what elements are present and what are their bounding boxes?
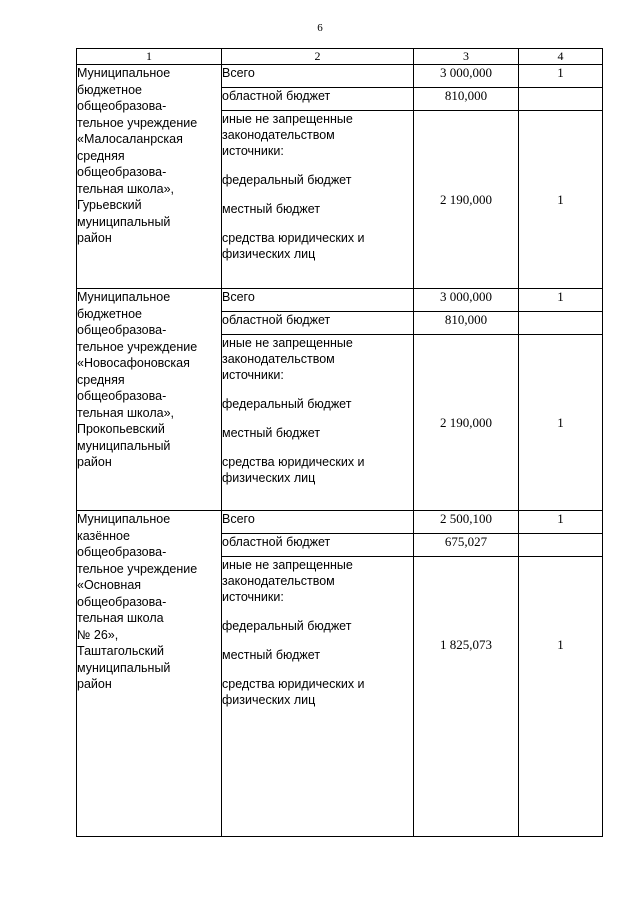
regional-label: областной бюджет [222,88,414,111]
header-row [77,49,603,65]
federal-budget-label: федеральный бюджет [222,619,352,633]
header-col-3: 3 [414,49,519,65]
local-budget-label: местный бюджет [222,648,321,662]
total-count: 1 [519,65,603,88]
legal-entities-label: средства юридических и физических лиц [222,455,365,485]
other-sources-cell: иные не запрещенные законодательством источники: федеральный бюджет местный бюджет средства юридических и физических лиц [222,557,414,837]
regional-label: областной бюджет [222,534,414,557]
regional-value: 810,000 [414,312,519,335]
header-col-4: 4 [519,49,603,65]
total-count: 1 [519,511,603,534]
regional-count [519,88,603,111]
other-sources-cell: иные не запрещенные законодательством источники: федеральный бюджет местный бюджет средства юридических и физических лиц [222,111,414,289]
table-row [77,65,603,88]
legal-entities-label: средства юридических и физических лиц [222,677,365,707]
local-budget-label: местный бюджет [222,202,321,216]
page-number: 6 [317,22,323,34]
regional-label: областной бюджет [222,312,414,335]
total-value: 3 000,000 [414,289,519,312]
regional-count [519,312,603,335]
other-sources-value: 2 190,000 [414,111,519,289]
federal-budget-label: федеральный бюджет [222,397,352,411]
other-sources-count: 1 [519,557,603,837]
organization-cell: Муниципальное бюджетное общеобразова- тельное учреждение «Новосафоновская средняя общеобразова- тельная школа», Прокопьевский муниципальный район [77,289,222,511]
total-label: Всего [222,511,414,534]
regional-value: 810,000 [414,88,519,111]
organization-cell: Муниципальное казённое общеобразова- тельное учреждение «Основная общеобразова- тельная школа № 26», Таштагольский муниципальный район [77,511,222,837]
funding-table [76,48,603,837]
total-label: Всего [222,289,414,312]
header-col-2: 2 [222,49,414,65]
total-value: 2 500,100 [414,511,519,534]
regional-value: 675,027 [414,534,519,557]
regional-count [519,534,603,557]
total-value: 3 000,000 [414,65,519,88]
total-label: Всего [222,65,414,88]
total-count: 1 [519,289,603,312]
organization-cell: Муниципальное бюджетное общеобразова- тельное учреждение «Малосаланрская средняя общеобразова- тельная школа», Гурьевский муниципальный район [77,65,222,289]
table-row [77,511,603,534]
other-sources-value: 2 190,000 [414,335,519,511]
other-sources-value: 1 825,073 [414,557,519,837]
other-sources-count: 1 [519,111,603,289]
local-budget-label: местный бюджет [222,426,321,440]
legal-entities-label: средства юридических и физических лиц [222,231,365,261]
federal-budget-label: федеральный бюджет [222,173,352,187]
other-sources-count: 1 [519,335,603,511]
header-col-1: 1 [77,49,222,65]
table-row [77,289,603,312]
other-sources-cell: иные не запрещенные законодательством источники: федеральный бюджет местный бюджет средства юридических и физических лиц [222,335,414,511]
